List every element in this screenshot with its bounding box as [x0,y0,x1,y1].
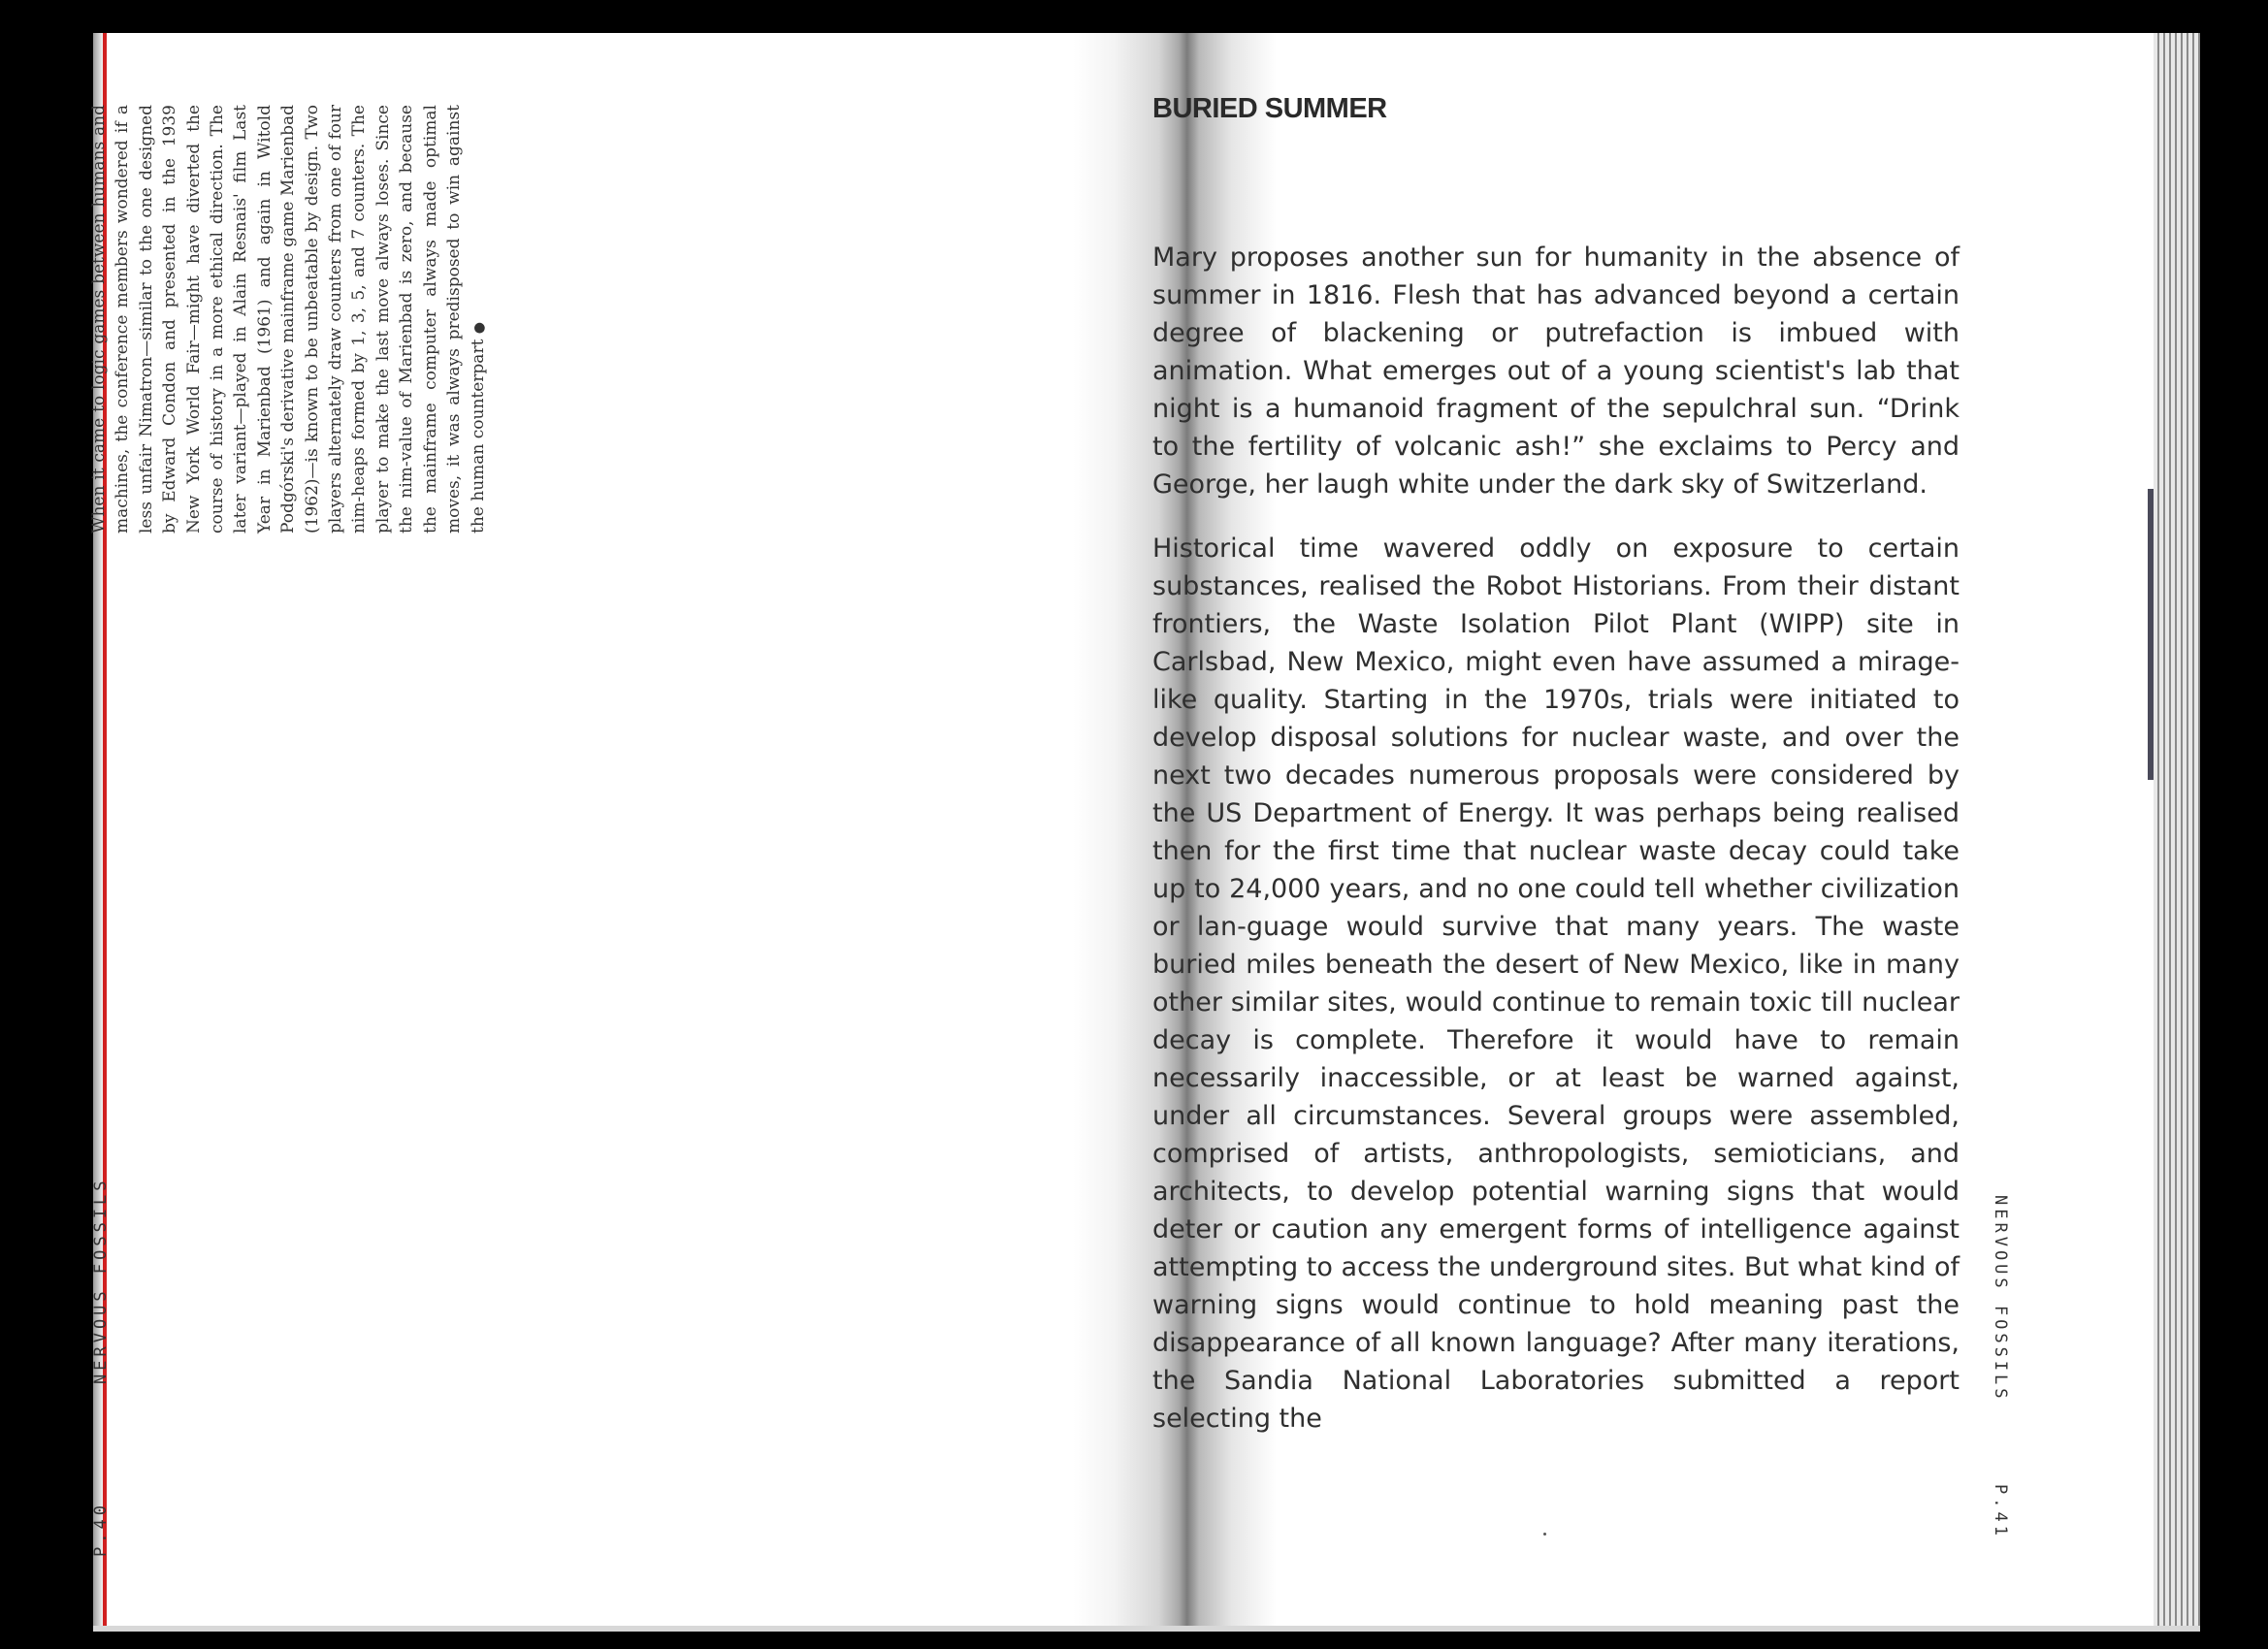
body-text [1152,239,1960,1464]
right-page-number: P.41 [1991,1484,2010,1539]
end-mark: ● [470,321,487,335]
page-bottom-edge [93,1626,2200,1632]
stacked-page-edges [2154,33,2200,1632]
left-running-head: NERVOUS FOSSILS [91,1177,111,1384]
section-title: BURIED SUMMER [1152,93,1387,124]
paragraph-2: Historical time wavered oddly on exposure to certain substances, realised the Robot Historians. From their distant frontiers, the Waste Isolation Pilot Plant (WIPP) site in Carlsbad, New Mexico, might even have assumed a mirage-like quality. Starting in the 1970s, trials were initiated to develop disposal solutions for nuclear waste, and over the next two decades numerous proposals were considered by the US Department of Energy. It was perhaps being realised then for the first time that nuclear waste decay could take up to 24,000 years, and no one could tell whether civilization or lan-guage would survive that many years. The waste buried miles beneath the desert of New Mexico, like in many other similar sites, would continue to remain toxic till nuclear decay is complete. Therefore it would have to remain necessarily inaccessible, or at least be warned against, under all circumstances. Several groups were assembled, comprised of artists, anthropologists, semioticians, and architects, to develop potential warning signs that would deter or caution any emergent forms of intelligence against attempting to access the underground sites. But what kind of warning signs would continue to hold meaning past the disappearance of all known language? After many iterations, the Sandia National Laboratories submitted a report selecting the [1152,534,1960,1434]
page-speck [1543,1533,1546,1536]
paragraph-1: Mary proposes another sun for humanity in the absence of summer in 1816. Flesh that has advanced beyond a certain degree of blackening or putrefaction is imbued with animation. What emerges out of a young scientist's lab that night is a humanoid fragment of the sepulchral sun. “Drink to the fertility of volcanic ash!” she exclaims to Percy and George, her laugh white under the dark sky of Switzerland. [1152,242,1960,500]
note-paragraph: When it came to logic games between humans and machines, the conference members wondered if a less unfair Nimatron—similar to the one designed by Edward Condon and presented in the 1939 New York World Fair—might have diverted the course of history in a more ethical direction. The later variant—played in Alain Resnais' film Last Year in Marienbad (1961) and again in Witold Podgórski's derivative mainframe game Marienbad (1962)—is known to be unbeatable by design. Two players alternately draw counters from one of four nim-heaps formed by 1, 3, 5, and 7 counters. The player to make the last move always loses. Since the nim-value of Marienbad is zero, and because the mainframe computer always made optimal moves, it was always predisposed to win against the human counterpart [89,105,488,534]
left-note-column [87,105,582,534]
page-edge-mark [2148,489,2154,780]
right-running-head: NERVOUS FOSSILS [1991,1195,2010,1403]
left-page-number: P.40 [91,1502,111,1557]
